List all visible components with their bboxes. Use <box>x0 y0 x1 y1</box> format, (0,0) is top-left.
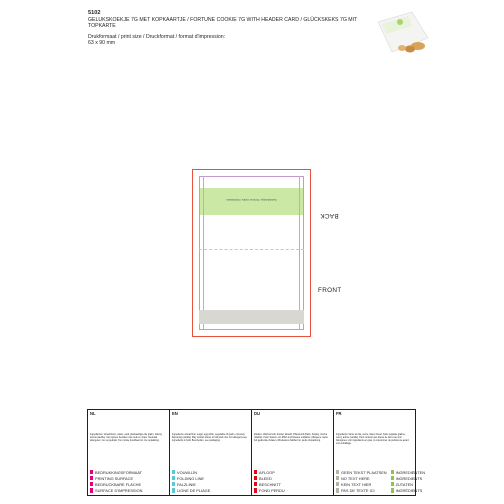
folding-line-swatch <box>172 482 175 486</box>
safe-guide-right <box>299 176 300 330</box>
legend-key: BESCHNITT <box>254 481 331 487</box>
legend-key: SURFACE D'IMPRESSION <box>90 487 167 493</box>
no-text-swatch <box>336 482 339 486</box>
legend-key: NO TEXT HERE <box>336 475 387 481</box>
lang-code: EN <box>172 411 178 416</box>
band-text: Gelukskoekje / Fortune cookie / Glückskeks <box>226 198 277 201</box>
legend-key: BLEED <box>254 475 331 481</box>
print-template <box>192 169 311 337</box>
ingredients-swatch <box>391 488 394 492</box>
legend-column-du <box>252 410 334 495</box>
ingredients-swatch <box>391 470 394 474</box>
product-title: GELUKSKOEKJE 7G MET KOPKAARTJE / FORTUNE COOKIE 7G WITH HEADER CARD / GLÜCKSKEKS 7G MIT TOPKARTE <box>88 17 358 30</box>
legend-key: GEEN TEKST PLAATSEN <box>336 469 387 475</box>
document-header <box>88 10 368 47</box>
legend-key: KEIN TEXT HIER <box>336 481 387 487</box>
legend-key: ZUTATEN <box>391 481 425 487</box>
folding-line-swatch <box>172 488 175 492</box>
legend-key: BEDRUKKINGSFORMAAT <box>90 469 167 475</box>
lang-code: FR <box>336 411 342 416</box>
legend-column-fr <box>334 410 426 495</box>
legend-key: FALZLINIE <box>172 481 249 487</box>
legend-key: PRINTING SURFACE <box>90 475 167 481</box>
print-format-swatch <box>90 476 93 480</box>
bleed-swatch <box>254 482 257 486</box>
print-format-swatch <box>90 488 93 492</box>
no-text-swatch <box>336 476 339 480</box>
legend-key: LIGNE DE PLIAGE <box>172 487 249 493</box>
legend-key: AFLOOP <box>254 469 331 475</box>
ingredient-text: Zutaten: Weizenmehl, Zucker, Eiweiß, Pflanzenöl (Palm, Kokos), Aroma (Vanille). Kann Spuren von Milch und Nüssen enthalten. Allergene: siehe fett gedruckte Zutaten. Mindestens haltbar bis: siehe Verpackung. <box>254 434 328 442</box>
folding-line-swatch <box>172 470 175 474</box>
legend-key: FOND PERDU <box>254 487 331 493</box>
bleed-swatch <box>254 470 257 474</box>
print-format-swatch <box>90 470 93 474</box>
lang-code: DU <box>254 411 261 416</box>
ingredients-swatch <box>391 476 394 480</box>
safe-guide-left <box>203 176 204 330</box>
folding-line-swatch <box>172 476 175 480</box>
legend-key: FOLDING LINE <box>172 475 249 481</box>
bleed-swatch <box>254 488 257 492</box>
print-format-size: 63 x 90 mm <box>88 40 116 47</box>
legend-table <box>87 409 426 496</box>
bleed-swatch <box>254 476 257 480</box>
folding-line <box>199 249 304 250</box>
product-code: 5102 <box>88 10 101 16</box>
legend-key: VOUWLIJN <box>172 469 249 475</box>
ingredient-text: Ingrédients: farine de blé, sucre, blanc d'oeuf, huile végétale (palme, coco), arôme (vanille). Peut contenir des traces de lait et de noix. Allergènes: voir ingrédients en gras. À consommer de préférence avant: voir emballage. <box>336 434 410 445</box>
front-label: FRONT <box>318 287 342 294</box>
ingredients-swatch <box>391 482 394 486</box>
legend-key: PAS DE TEXTE ICI <box>336 487 387 493</box>
no-text-swatch <box>336 488 339 492</box>
legend-key: BEDRUCKBARE FLÄCHE <box>90 481 167 487</box>
legend-column-en <box>170 410 252 495</box>
ingredient-text: Ingredients: wheat flour, sugar, egg white, vegetable oil (palm, coconut), flavouring (vanilla). May contain traces of milk and nuts. For allergens see ingredients in bold. Best before: see packaging. <box>172 434 247 442</box>
back-label: BACK <box>320 212 339 219</box>
legend-key: INGRÉDIENTS <box>391 487 425 493</box>
print-format-swatch <box>90 482 93 486</box>
print-format-label: Drukformaat / print size / Druckformat / format d'impression: <box>88 33 226 40</box>
no-text-band <box>199 310 304 324</box>
no-text-swatch <box>336 470 339 474</box>
lang-code: NL <box>90 411 96 416</box>
legend-key: INGREDIENTS <box>391 475 425 481</box>
legend-key: INGREDIËNTEN <box>391 469 425 475</box>
ingredient-text: Ingrediënten: tarwebloem, suiker, eiwit, plantaardige olie (palm, kokos), aroma (vanille). Kan sporen bevatten van melk en noten. Neutraal allergenen: zie vet gedrukt. Ten minste houdbaar tot: zie verpakking. <box>90 434 163 442</box>
print-surface-outline <box>199 176 304 330</box>
legend-column-nl <box>88 410 170 495</box>
product-photo <box>372 8 432 58</box>
